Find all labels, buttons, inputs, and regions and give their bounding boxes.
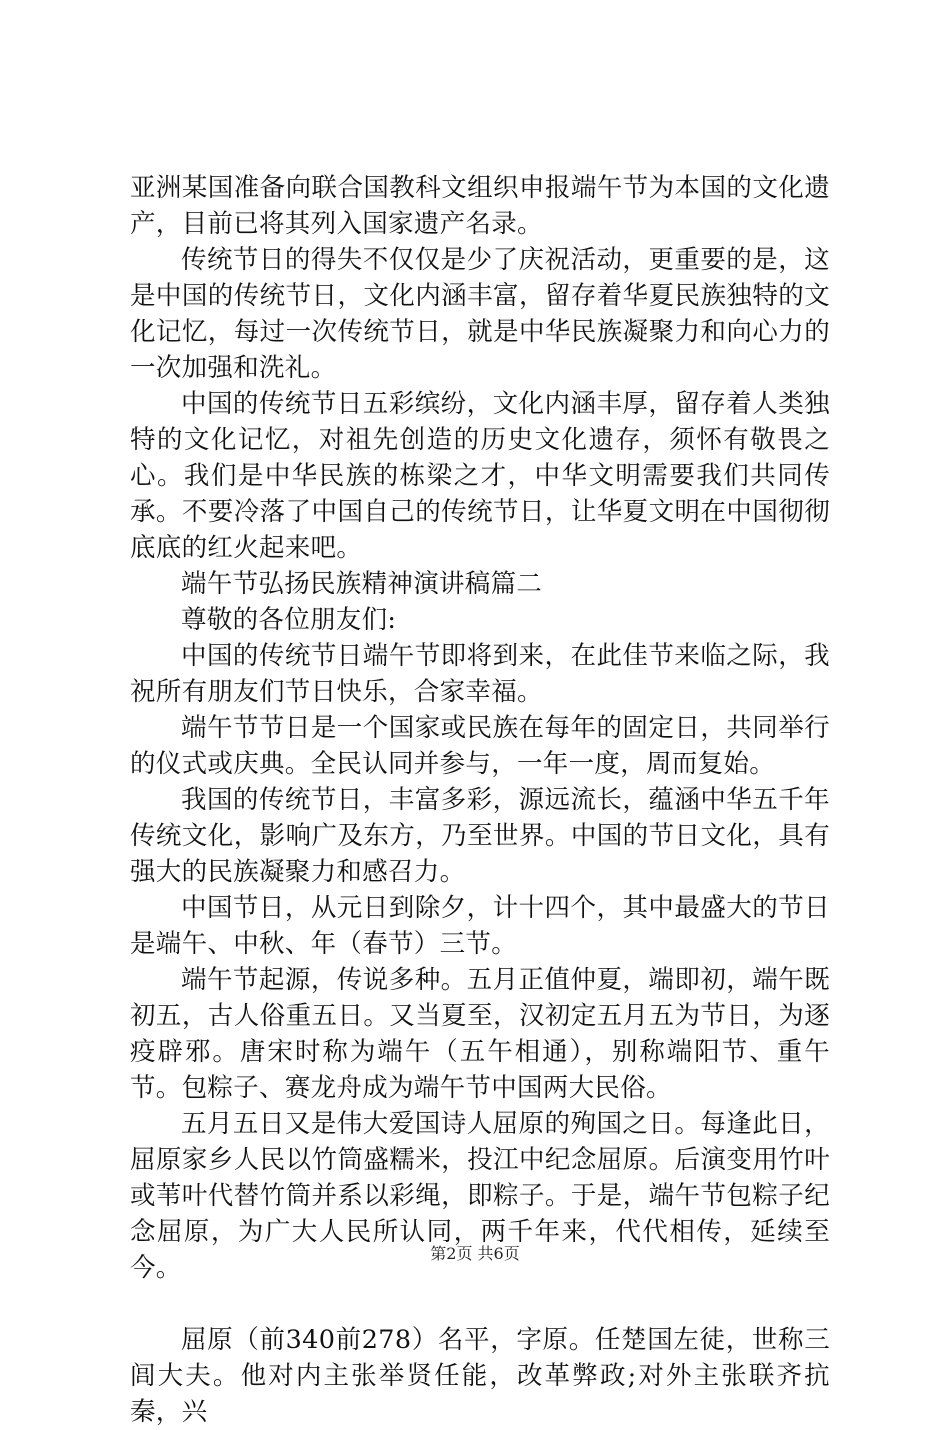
paragraph-8: 我国的传统节日，丰富多彩，源远流长，蕴涵中华五千年传统文化，影响广及东方，乃至世界。中国的节日文化，具有强大的民族凝聚力和感召力。 [130,785,830,887]
page-number: 第2页 共6页 [430,1244,520,1263]
document-body [130,170,830,1430]
paragraph-9: 中国节日，从元日到除夕，计十四个，其中最盛大的节日是端午、中秋、年（春节）三节。 [130,893,830,959]
page-footer [0,1244,950,1264]
paragraph-2: 传统节日的得失不仅仅是少了庆祝活动，更重要的是，这是中国的传统节日，文化内涵丰富，留存着华夏民族独特的文化记忆，每过一次传统节日，就是中华民族凝聚力和向心力的一次加强和洗礼。 [130,245,830,383]
paragraph-10: 端午节起源，传说多种。五月正值仲夏，端即初，端午既初五，古人俗重五日。又当夏至，汉初定五月五为节日，为逐疫辟邪。唐宋时称为端午（五午相通），别称端阳节、重午节。包粽子、赛龙舟成为端午节中国两大民俗。 [130,965,830,1103]
paragraph-1: 亚洲某国准备向联合国教科文组织申报端午节为本国的文化遗产，目前已将其列入国家遗产名录。 [130,173,830,239]
section-heading: 端午节弘扬民族精神演讲稿篇二 [181,569,543,599]
paragraph-6: 中国的传统节日端午节即将到来，在此佳节来临之际，我祝所有朋友们节日快乐，合家幸福。 [130,641,830,707]
paragraph-3: 中国的传统节日五彩缤纷，文化内涵丰厚，留存着人类独特的文化记忆，对祖先创造的历史文化遗存，须怀有敬畏之心。我们是中华民族的栋梁之才，中华文明需要我们共同传承。不要冷落了中国自己的传统节日，让华夏文明在中国彻彻底底的红火起来吧。 [130,389,830,563]
paragraph-gap [130,1286,830,1322]
paragraph-11: 五月五日又是伟大爱国诗人屈原的殉国之日。每逢此日，屈原家乡人民以竹筒盛糯米，投江中纪念屈原。后演变用竹叶或苇叶代替竹筒并系以彩绳，即粽子。于是，端午节包粽子纪念屈原，为广大人民所认同，两千年来，代代相传，延续至今。 [130,1109,830,1283]
paragraph-12: 屈原（前340前278）名平，字原。任楚国左徒，世称三闾大夫。他对内主张举贤任能，改革弊政;对外主张联齐抗秦，兴 [130,1325,830,1427]
paragraph-7: 端午节节日是一个国家或民族在每年的固定日，共同举行的仪式或庆典。全民认同并参与，一年一度，周而复始。 [130,713,830,779]
salutation: 尊敬的各位朋友们: [181,605,397,635]
